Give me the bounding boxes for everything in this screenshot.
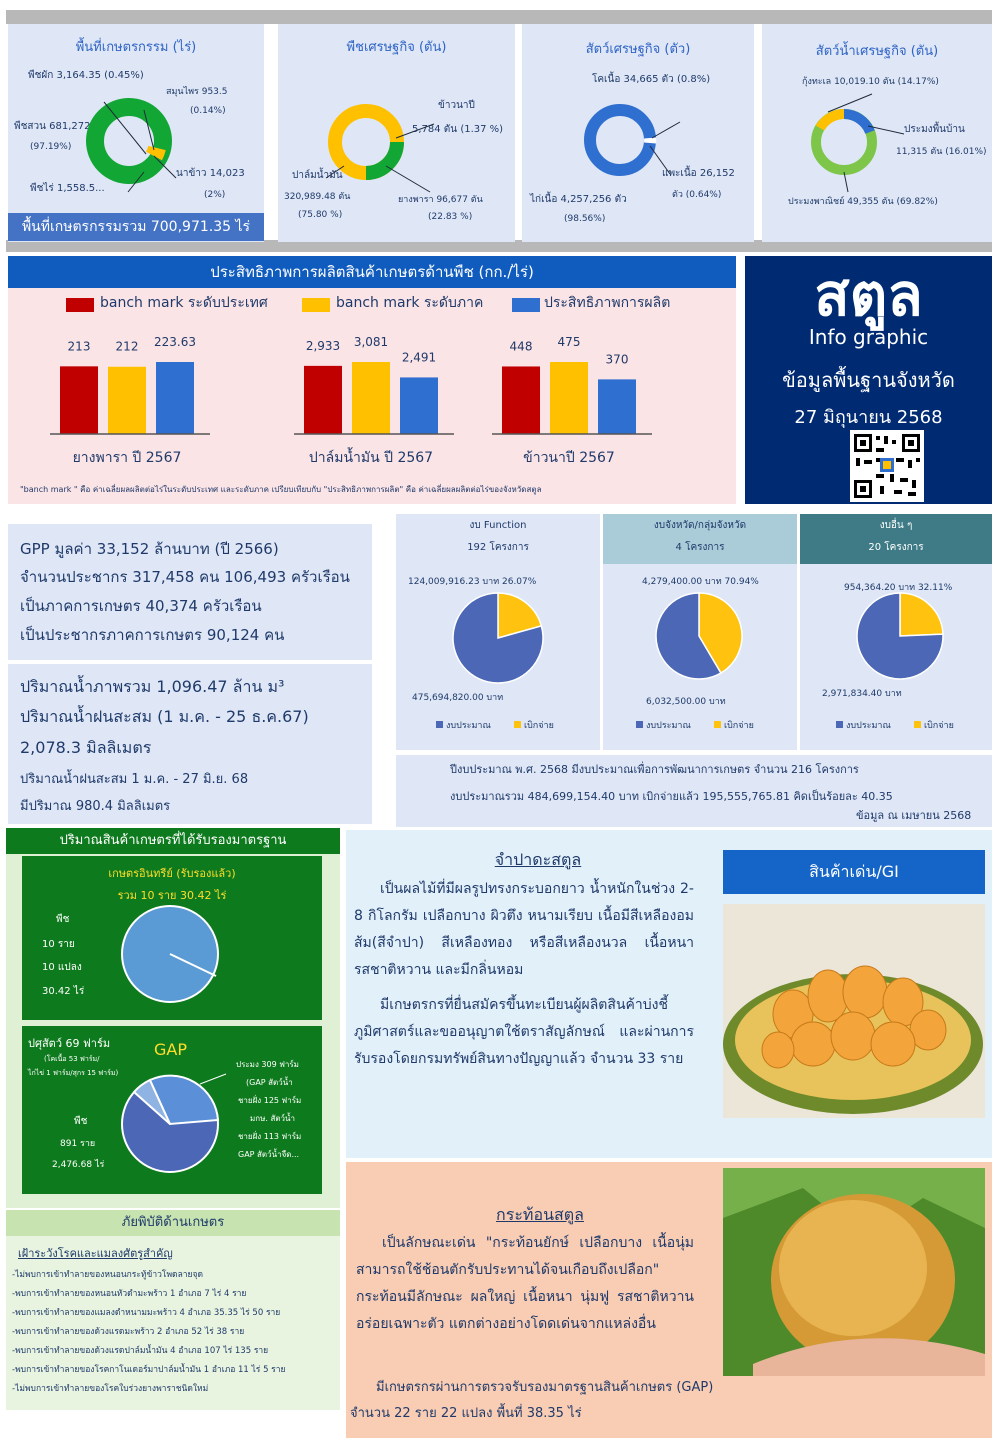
gap-fish-1: ประมง 309 ฟาร์ม: [236, 1060, 299, 1069]
bar-value-label: 2,933: [305, 338, 341, 353]
budget-summary-2: งบประมาณรวม 484,699,154.40 บาท เบิกจ่ายแล้ว 195,555,765.81 คิดเป็นร้อยละ 40.35: [450, 790, 893, 803]
bar-0-2: [156, 362, 194, 434]
legend-swatch-spent: [914, 721, 921, 728]
budget-col3-title: งบอื่น ๆ: [879, 520, 913, 531]
aqua-coast-1: ประมงพื้นบ้าน: [904, 124, 965, 135]
livestock-donut: [582, 102, 658, 178]
legend-swatch-budget: [436, 721, 443, 728]
budget-col1-title: งบ Function: [469, 520, 527, 531]
bar-value-label: 212: [115, 339, 139, 354]
bar-value-label: 213: [67, 339, 91, 354]
organic-total: รวม 10 ราย 30.42 ไร่: [117, 889, 227, 902]
disaster-item: -ไม่พบการเข้าทำลายของโรคใบร่วงยางพาราชนิดใหม่: [12, 1384, 209, 1394]
gap-livestock-sub-2: ไก่ไข่ 1 ฟาร์ม/สุกร 15 ฟาร์ม): [28, 1069, 119, 1077]
pie2-budget-label: 6,032,500.00 บาท: [646, 697, 726, 707]
legend-label-spent: เบิกจ่าย: [524, 721, 554, 731]
qr-code[interactable]: [850, 430, 924, 502]
category-label: ยางพารา ปี 2567: [72, 450, 182, 466]
budget-col2-title: งบจังหวัด/กลุ่มจังหวัด: [653, 520, 747, 531]
gap-fish-5: ชายฝั่ง 113 ฟาร์ม: [238, 1132, 302, 1141]
santol-title: กระท้อนสตูล: [496, 1205, 584, 1224]
land-veg: พืชผัก 3,164.35 (0.45%): [28, 70, 144, 81]
legend-swatch-spent: [714, 721, 721, 728]
land-rice-1: นาข้าว 14,023: [176, 168, 245, 179]
land-orchard-2: (97.19%): [30, 142, 72, 152]
bar-2-2: [598, 379, 636, 434]
pie-other: [856, 592, 944, 680]
land-total-bar: พื้นที่เกษตรกรรมรวม 700,971.35 ไร่: [8, 213, 264, 241]
stats-gpp: GPP มูลค่า 33,152 ล้านบาท (ปี 2566): [20, 540, 279, 558]
jampada-photo: [723, 904, 985, 1118]
land-herb-1: สมุนไพร 953.5: [166, 87, 228, 97]
bar-value-label: 448: [509, 339, 533, 354]
brand-date: 27 มิถุนายน 2568: [794, 407, 943, 428]
legend-swatch-budget: [636, 721, 643, 728]
santol-p3: จำนวน 22 ราย 22 แปลง พื้นที่ 38.35 ไร่: [350, 1406, 582, 1421]
pie1-spent-label: 124,009,916.23 บาท 26.07%: [408, 577, 537, 587]
brand-name: สตูล: [814, 261, 923, 329]
crops-rubber-2: (22.83 %): [428, 212, 473, 222]
water-rain2-label: ปริมาณน้ำฝนสะสม 1 ม.ค. - 27 มิ.ย. 68: [20, 772, 249, 787]
livestock-goat-1: แพะเนื้อ 26,152: [662, 168, 735, 179]
budget-legend-3: [836, 718, 976, 732]
crops-title: พืชเศรษฐกิจ (ตัน): [346, 40, 447, 55]
santol-p2: มีเกษตรกรผ่านการตรวจรับรองมาตรฐานสินค้าเกษตร (GAP): [376, 1380, 714, 1395]
bar-0-0: [60, 366, 98, 434]
gi-title: สินค้าเด่น/GI: [723, 850, 985, 894]
santol-photo: [723, 1168, 985, 1376]
pie-function: [452, 592, 544, 684]
crops-palm-1: ปาล์มน้ำมัน: [292, 170, 343, 181]
bar-2-0: [502, 366, 540, 434]
budget-col2-count: 4 โครงการ: [675, 542, 725, 553]
efficiency-note: "banch mark " คือ ค่าเฉลี่ยผลผลิตต่อไร่ในระดับประเทศ และระดับภาค เปรียบเทียบกับ "ประสิทธิภาพการผลิต" คือ ค่าเฉลี่ยผลผลิตต่อไร่ของจังหวัดสตูล: [20, 485, 542, 494]
bar-value-label: 223.63: [154, 335, 196, 349]
organic-title: เกษตรอินทรีย์ (รับรองแล้ว): [108, 867, 236, 880]
bar-value-label: 2,491: [401, 350, 437, 365]
disaster-item: -พบการเข้าทำลายของด้วงแรดปาล์มน้ำมัน 4 อำเภอ 107 ไร่ 135 ราย: [12, 1346, 269, 1356]
bar-0-1: [108, 367, 146, 434]
land-title: พื้นที่เกษตรกรรม (ไร่): [75, 40, 197, 55]
water-rain-value: 2,078.3 มิลลิเมตร: [20, 738, 152, 757]
aqua-panel: [762, 24, 992, 242]
legend-swatch-budget: [836, 721, 843, 728]
crops-donut: [326, 102, 406, 182]
jampada-title: จำปาดะสตูล: [494, 850, 582, 869]
gap-pie: [120, 1074, 220, 1174]
pie3-budget-label: 2,971,834.40 บาท: [822, 689, 902, 699]
land-herb-2: (0.14%): [190, 106, 226, 116]
pie-slice-spent: [900, 593, 943, 636]
livestock-title: สัตว์เศรษฐกิจ (ตัว): [585, 42, 691, 57]
gap-plant-3: 2,476.68 ไร่: [52, 1160, 105, 1170]
aqua-comm: ประมงพาณิชย์ 49,355 ตัน (69.82%): [788, 197, 938, 207]
top-gray-bar: [6, 10, 992, 24]
water-rain2-value: มีปริมาณ 980.4 มิลลิเมตร: [20, 799, 171, 814]
budget-summary-1: ปีงบประมาณ พ.ศ. 2568 มีงบประมาณเพื่อการพัฒนาการเกษตร จำนวน 216 โครงการ: [450, 763, 859, 776]
legend-swatch-spent: [514, 721, 521, 728]
bar-1-0: [304, 366, 342, 434]
bar-value-label: 3,081: [353, 335, 389, 349]
stats-pop: จำนวนประชากร 317,458 คน 106,493 ครัวเรือน: [20, 568, 350, 586]
legend-label-efficiency: ประสิทธิภาพการผลิต: [544, 295, 671, 311]
livestock-beef: โคเนื้อ 34,665 ตัว (0.8%): [592, 74, 711, 85]
gap-label: GAP: [154, 1040, 187, 1059]
disaster-item: -พบการเข้าทำลายของแมลงดำหนามมะพร้าว 4 อำเภอ 35.35 ไร่ 50 ราย: [12, 1308, 281, 1318]
aqua-donut: [808, 106, 880, 178]
water-total: ปริมาณน้ำภาพรวม 1,096.47 ล้าน ม³: [20, 677, 285, 696]
legend-label-budget: งบประมาณ: [446, 721, 491, 731]
disaster-item: -พบการเข้าทำลายของด้วงแรดมะพร้าว 2 อำเภอ 52 ไร่ 38 ราย: [12, 1327, 245, 1337]
gap-fish-4: มกษ. สัตว์น้ำ: [250, 1114, 296, 1123]
budget-summary-3: ข้อมูล ณ เมษายน 2568: [856, 809, 972, 822]
livestock-chicken-1: ไก่เนื้อ 4,257,256 ตัว: [530, 194, 627, 205]
gap-plant-2: 891 ราย: [60, 1139, 96, 1149]
aqua-coast-2: 11,315 ตัน (16.01%): [896, 147, 987, 157]
stats-agr-pop: เป็นประชากรภาคการเกษตร 90,124 คน: [20, 626, 285, 644]
aqua-title: สัตว์น้ำเศรษฐกิจ (ตัน): [815, 44, 939, 59]
gap-plant-1: พืช: [74, 1116, 88, 1127]
crops-palm-3: (75.80 %): [298, 210, 343, 220]
gap-fish-6: GAP สัตว์น้ำจืด...: [238, 1150, 300, 1159]
standard-title: ปริมาณสินค้าเกษตรที่ได้รับรองมาตรฐาน: [6, 828, 340, 854]
gap-fish-2: (GAP สัตว์น้ำ: [246, 1078, 293, 1087]
jampada-p2: มีเกษตรกรที่ยื่นสมัครขึ้นทะเบียนผู้ผลิตสินค้าบ่งชี้ภูมิศาสตร์และขออนุญาตใช้ตราสัญลักษณ์ และผ่านการรับรองโดยกรมทรัพย์สินทางปัญญาแล้ว จำนวน 33 ราย: [354, 997, 694, 1067]
disaster-subtitle: เฝ้าระวังโรคและแมลงศัตรูสำคัญ: [18, 1247, 173, 1260]
land-panel: [8, 24, 264, 242]
santol-p1: เป็นลักษณะเด่น "กระท้อนยักษ์ เปลือกบาง เนื้อนุ่ม สามารถใช้ช้อนตักรับประทานได้จนเกือบถึงเปลือก" กระท้อนมีลักษณะ ผลใหญ่ เนื้อหนา นุ่มฟู รสชาติหวานอร่อยเฉพาะตัว แตกต่างอย่างโดดเด่นจากแหล่งอื่น: [356, 1235, 694, 1332]
budget-col3-count: 20 โครงการ: [868, 542, 924, 553]
legend-label-spent: เบิกจ่าย: [924, 721, 954, 731]
crops-palm-2: 320,989.48 ตัน: [284, 192, 351, 202]
livestock-goat-2: ตัว (0.64%): [672, 190, 722, 200]
budget-col1-count: 192 โครงการ: [467, 542, 529, 553]
crops-panel: [278, 24, 515, 242]
pie2-spent-label: 4,279,400.00 บาท 70.94%: [642, 577, 759, 587]
bar-1-1: [352, 362, 390, 434]
disaster-item: -ไม่พบการเข้าทำลายของหนอนกระทู้ข้าวโพดลายจุด: [12, 1270, 204, 1280]
jampada-p1: เป็นผลไม้ที่มีผลรูปทรงกระบอกยาว น้ำหนักในช่วง 2-8 กิโลกรัม เปลือกบาง ผิวตึง หนามเรียบ เนื้อมีสีเหลืองอมส้ม(สีจำปา) สีเหลืองทอง หรือสีเหลืองนวล เนื้อหนา รสชาติหวาน และมีกลิ่นหอม: [354, 881, 694, 978]
crops-rice-1: ข้าวนาปี: [438, 100, 475, 111]
crops-rubber-1: ยางพารา 96,677 ตัน: [398, 195, 483, 205]
land-field: พืชไร่ 1,558.5...: [30, 183, 105, 194]
category-label: ข้าวนาปี 2567: [523, 450, 615, 466]
disaster-list: [12, 1266, 342, 1399]
legend-label-region: banch mark ระดับภาค: [336, 295, 484, 311]
stats-agr-hh: เป็นภาคการเกษตร 40,374 ครัวเรือน: [20, 597, 262, 615]
land-orchard-1: พืชสวน 681,272: [14, 121, 91, 132]
brand-desc: ข้อมูลพื้นฐานจังหวัด: [782, 368, 955, 392]
disaster-item: -พบการเข้าทำลายของหนอนหัวดำมะพร้าว 1 อำเภอ 7 ไร่ 4 ราย: [12, 1289, 247, 1299]
pie3-spent-label: 954,364.20 บาท 32.11%: [844, 583, 953, 593]
livestock-chicken-2: (98.56%): [564, 214, 606, 224]
livestock-panel: [522, 24, 754, 242]
aqua-shrimp: กุ้งทะเล 10,019.10 ตัน (14.17%): [802, 77, 939, 87]
efficiency-bar-chart: [8, 310, 736, 480]
organic-l2: 10 ราย: [42, 939, 75, 950]
pie1-budget-label: 475,694,820.00 บาท: [412, 693, 504, 703]
legend-label-national: banch mark ระดับประเทศ: [100, 295, 268, 311]
crops-rice-2: 5,784 ตัน (1.37 %): [412, 124, 504, 135]
brand-sub: Info graphic: [808, 325, 929, 349]
organic-l3: 10 แปลง: [42, 962, 82, 973]
legend-label-spent: เบิกจ่าย: [724, 721, 754, 731]
legend-label-budget: งบประมาณ: [846, 721, 891, 731]
legend-label-budget: งบประมาณ: [646, 721, 691, 731]
gap-fish-3: ชายฝั่ง 125 ฟาร์ม: [238, 1096, 302, 1105]
pie-province: [655, 592, 743, 680]
efficiency-title: ประสิทธิภาพการผลิตสินค้าเกษตรด้านพืช (กก./ไร่): [8, 256, 736, 288]
organic-l1: พืช: [56, 914, 70, 925]
disaster-item: -พบการเข้าทำลายของโรคกาโนเดอร์มาปาล์มน้ำมัน 1 อำเภอ 11 ไร่ 5 ราย: [12, 1365, 286, 1375]
bar-value-label: 475: [557, 335, 581, 349]
category-label: ปาล์มน้ำมัน ปี 2567: [308, 450, 434, 466]
bar-1-2: [400, 377, 438, 434]
land-donut: [84, 96, 174, 186]
land-rice-2: (2%): [204, 190, 226, 200]
budget-legend-1: [436, 718, 576, 732]
gap-livestock: ปศุสัตว์ 69 ฟาร์ม: [28, 1037, 111, 1050]
water-rain-label: ปริมาณน้ำฝนสะสม (1 ม.ค. - 25 ธ.ค.67): [20, 707, 309, 726]
budget-legend-2: [636, 718, 776, 732]
disaster-title: ภัยพิบัติด้านเกษตร: [6, 1210, 340, 1236]
bar-2-1: [550, 362, 588, 434]
organic-l4: 30.42 ไร่: [42, 986, 85, 997]
gap-livestock-sub-1: (โคเนื้อ 53 ฟาร์ม/: [44, 1055, 100, 1063]
bar-value-label: 370: [605, 352, 629, 367]
organic-pie: [120, 904, 220, 1004]
